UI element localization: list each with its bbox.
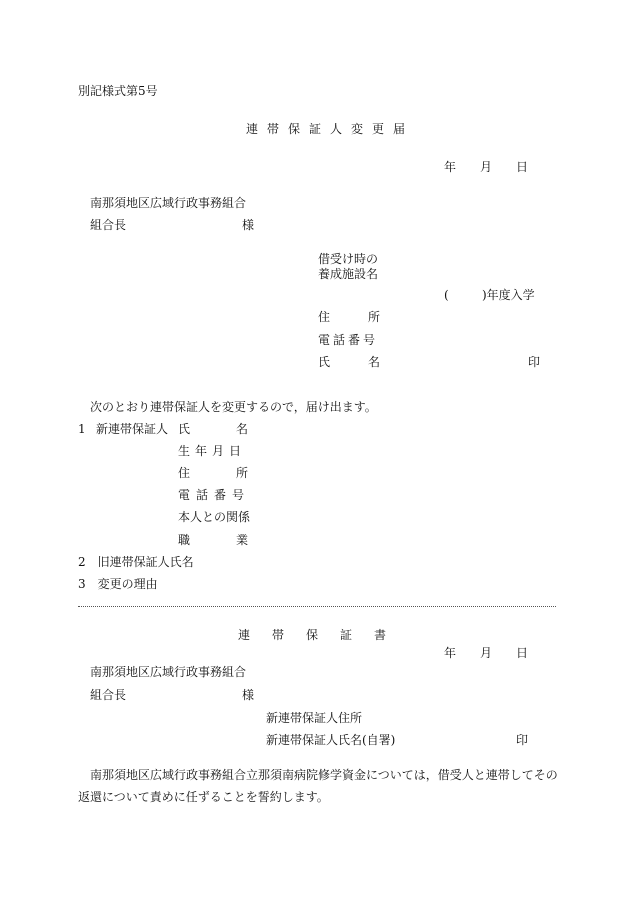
- date-day-2: 日: [516, 646, 529, 660]
- date-day: 日: [516, 160, 529, 174]
- item1-name-a: 氏: [178, 422, 191, 436]
- admission-paren-open: (: [444, 288, 449, 302]
- item1-address-a: 住: [178, 466, 191, 480]
- item1-job-a: 職: [178, 533, 191, 547]
- guarantor-name-label: 新連帯保証人氏名(自署): [266, 733, 396, 747]
- address-label-a: 住: [318, 310, 331, 324]
- date-month: 月: [480, 160, 493, 174]
- honorific: 様: [242, 218, 255, 232]
- item1-birthdate: 生年月日: [178, 444, 247, 458]
- guarantee-title: 連帯保証書: [238, 628, 409, 642]
- intro-text: 次のとおり連帯保証人を変更するので，届け出ます。: [90, 400, 377, 414]
- item1-phone: 電話番号: [178, 488, 251, 502]
- date-year-2: 年: [444, 646, 457, 660]
- seal-mark: 印: [528, 355, 541, 369]
- addressee-title: 組合長: [90, 218, 127, 232]
- name-label-a: 氏: [318, 355, 331, 369]
- item2-former-guarantor: 2 旧連帯保証人氏名: [78, 555, 194, 569]
- honorific-2: 様: [242, 688, 255, 702]
- date-year: 年: [444, 160, 457, 174]
- addressee-org-2: 南那須地区広域行政事務組合: [90, 665, 247, 679]
- form-number: 別記様式第5号: [78, 84, 158, 98]
- item1-relation: 本人との関係: [178, 510, 251, 524]
- cut-line: [78, 606, 556, 607]
- item1-name-b: 名: [236, 422, 249, 436]
- item1-address-b: 所: [236, 466, 249, 480]
- phone-label: 電話番号: [318, 333, 379, 347]
- item3-reason: 3 変更の理由: [78, 577, 158, 591]
- item1-label: 新連帯保証人: [96, 422, 169, 436]
- addressee-title-2: 組合長: [90, 688, 127, 702]
- pledge-line-2: 返還について責めに任ずることを誓約します。: [78, 790, 329, 804]
- name-label-b: 名: [368, 355, 381, 369]
- item1-job-b: 業: [236, 533, 249, 547]
- seal-mark-2: 印: [516, 733, 529, 747]
- change-notice-title: 連帯保証人変更届: [246, 122, 415, 136]
- pledge-line-1: 南那須地区広域行政事務組合立那須南病院修学資金については，借受人と連帯してその: [90, 768, 558, 782]
- date-month-2: 月: [480, 646, 493, 660]
- facility-label-line1: 借受け時の: [318, 252, 379, 266]
- admission-year-label: )年度入学: [482, 288, 535, 302]
- address-label-b: 所: [368, 310, 381, 324]
- addressee-org: 南那須地区広域行政事務組合: [90, 196, 247, 210]
- item1-number: 1: [78, 422, 86, 436]
- facility-label-line2: 養成施設名: [318, 267, 379, 281]
- guarantor-address-label: 新連帯保証人住所: [266, 711, 363, 725]
